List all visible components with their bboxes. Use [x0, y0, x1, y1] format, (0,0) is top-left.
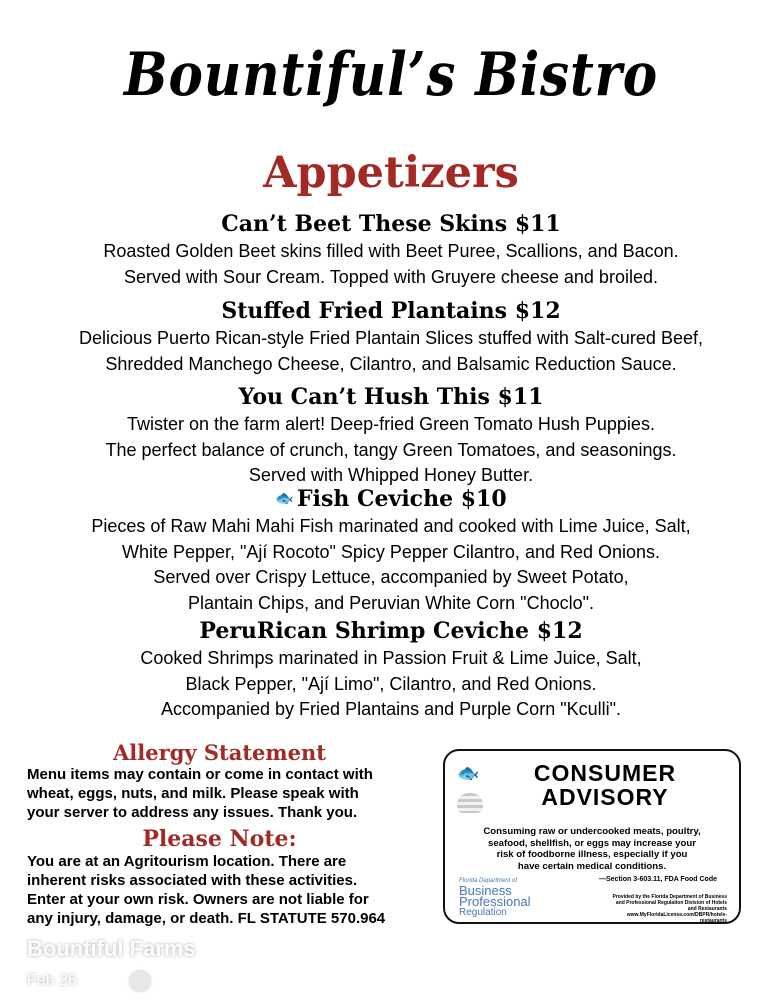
- burger-icon: [457, 793, 483, 813]
- advisory-title-line: CONSUMER: [533, 760, 677, 786]
- logo-line: Professional: [459, 894, 531, 909]
- advisory-line: risk of foodborne illness, especially if you: [496, 849, 688, 860]
- text-line: your server to address any issues. Thank you.: [27, 804, 358, 821]
- fish-icon: 🐟: [275, 489, 295, 507]
- text-line: Menu items may contain or come in contact with: [27, 766, 373, 783]
- item-description: [0, 646, 782, 723]
- item-description: [0, 412, 782, 489]
- allergy-title: Allergy Statement: [113, 740, 326, 765]
- desc-line: White Pepper, "Ají Rocoto" Spicy Pepper Cilantro, and Red Onions.: [121, 541, 661, 562]
- desc-line: Black Pepper, "Ají Limo", Cilantro, and Red Onions.: [185, 673, 597, 694]
- allergy-statement: [27, 740, 412, 822]
- text-line: wheat, eggs, nuts, and milk. Please speak with: [27, 785, 359, 802]
- item-name-row: [0, 484, 782, 513]
- text-line: You are at an Agritourism location. There are: [27, 853, 347, 870]
- item-name: Can’t Beet These Skins $11: [221, 211, 561, 237]
- menu-item: [0, 617, 782, 723]
- dbpr-logo-small-text: Florida Department of: [459, 878, 518, 884]
- logo-line: Business: [459, 883, 512, 898]
- text-line: any injury, damage, or death. FL STATUTE 570.964: [27, 910, 386, 927]
- desc-line: The perfect balance of crunch, tangy Green Tomatoes, and seasonings.: [105, 439, 677, 460]
- item-description: [0, 239, 782, 290]
- desc-line: Roasted Golden Beet skins filled with Beet Puree, Scallions, and Bacon.: [103, 241, 679, 261]
- desc-line: Cooked Shrimps marinated in Passion Fruit & Lime Juice, Salt,: [140, 648, 642, 668]
- dbpr-logo: [459, 885, 531, 918]
- desc-line: Served with Whipped Honey Butter.: [248, 465, 534, 485]
- desc-line: Plantain Chips, and Peruvian White Corn "Choclo".: [188, 592, 594, 613]
- advisory-line: have certain medical conditions.: [517, 860, 667, 872]
- watermark-date: Feb 26: [27, 972, 77, 989]
- desc-line: Twister on the farm alert! Deep-fried Green Tomato Hush Puppies.: [127, 414, 655, 434]
- advisory-line: seafood, shellfish, or eggs may increase your: [488, 837, 696, 849]
- advisory-body: [453, 826, 731, 872]
- restaurant-name: Bountiful’s Bistro: [124, 40, 658, 110]
- desc-line: Served with Sour Cream. Topped with Gruyere cheese and broiled.: [124, 266, 658, 287]
- desc-line: Shredded Manchego Cheese, Cilantro, and Balsamic Reduction Sauce.: [105, 353, 677, 374]
- desc-line: Accompanied by Fried Plantains and Purple Corn "Kculli".: [160, 699, 621, 719]
- watermark-name: Bountiful Farms: [27, 936, 196, 961]
- desc-line: Pieces of Raw Mahi Mahi Fish marinated and cooked with Lime Juice, Salt,: [91, 516, 691, 536]
- globe-icon: [130, 971, 150, 991]
- advisory-line: Consuming raw or undercooked meats, poultry,: [483, 826, 701, 837]
- section-title: Appetizers: [263, 148, 519, 198]
- text-line: inherent risks associated with these activities.: [27, 872, 358, 889]
- consumer-advisory-box: [443, 749, 741, 924]
- item-description: [0, 326, 782, 377]
- item-name: Stuffed Fried Plantains $12: [221, 298, 561, 324]
- menu-item: [0, 383, 782, 489]
- desc-line: Delicious Puerto Rican-style Fried Plantain Slices stuffed with Salt-cured Beef,: [79, 328, 703, 348]
- advisory-title: [485, 761, 725, 809]
- advisory-provided-by: Provided by the Florida Department of Business and Professional Regulation Division of Hotels and Restaurants www.MyFloridaLicense.com/DBPR/hotels-restaurants: [612, 894, 727, 924]
- allergy-text: [27, 765, 412, 822]
- please-note: [27, 826, 412, 928]
- advisory-title-line: ADVISORY: [541, 784, 669, 810]
- item-description: [0, 514, 782, 616]
- note-title: Please Note:: [142, 826, 297, 852]
- fish-icon: 🐟: [457, 763, 480, 783]
- advisory-section-ref: —Section 3-603.11, FDA Food Code: [599, 876, 717, 883]
- note-text: [27, 852, 412, 928]
- menu-item: [0, 484, 782, 616]
- item-name: PeruRican Shrimp Ceviche $12: [199, 618, 583, 644]
- item-name: You Can’t Hush This $11: [238, 384, 544, 410]
- item-name: Fish Ceviche $10: [297, 486, 507, 512]
- text-line: Enter at your own risk. Owners are not liable for: [27, 891, 369, 908]
- logo-line: Regulation: [459, 907, 507, 918]
- menu-item: [0, 210, 782, 290]
- desc-line: Served over Crispy Lettuce, accompanied by Sweet Potato,: [153, 567, 629, 587]
- menu-item: [0, 297, 782, 377]
